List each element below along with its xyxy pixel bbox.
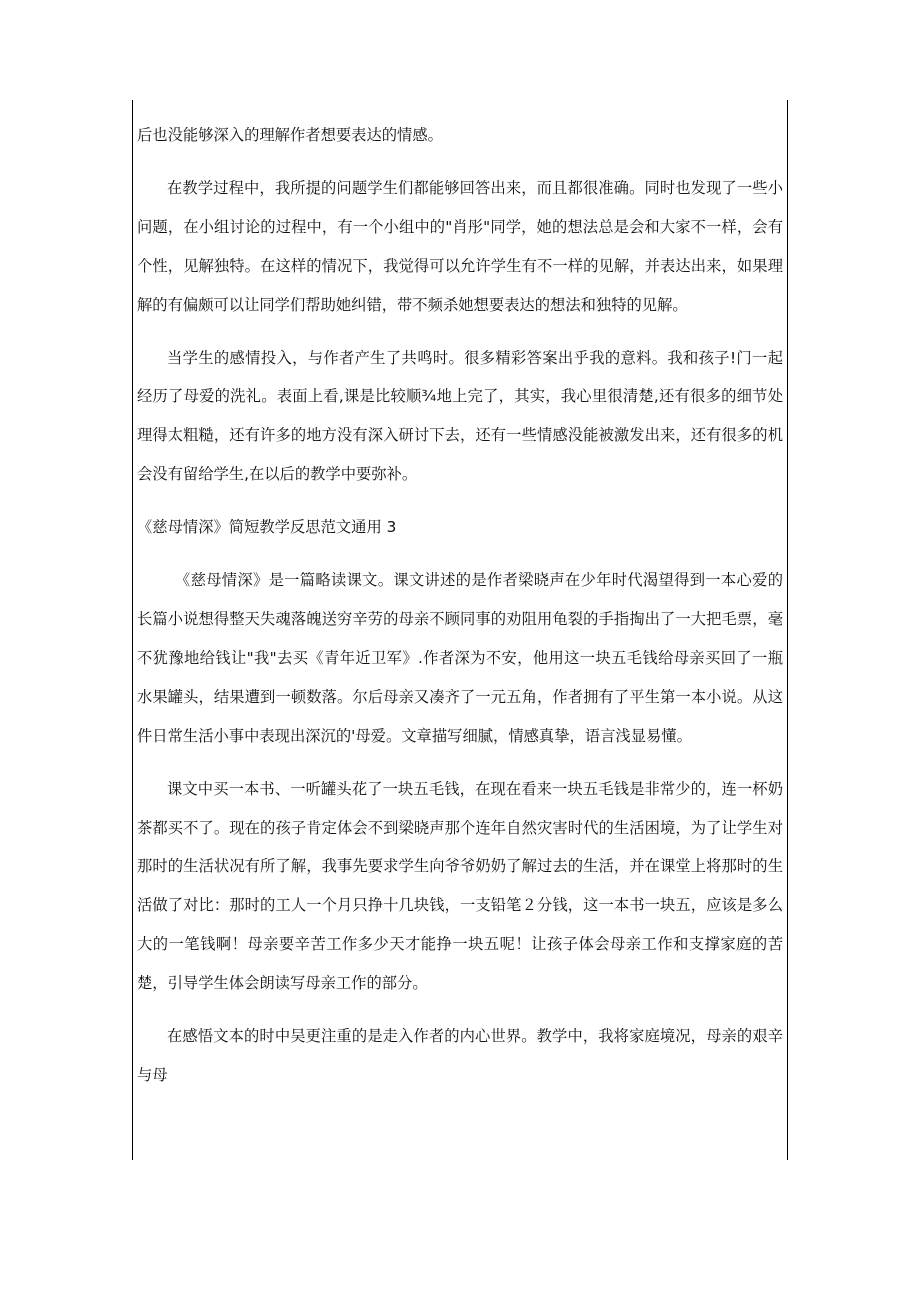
paragraph-price-comparison: 课文中买一本书、一听罐头花了一块五毛钱，在现在看来一块五毛钱是非常少的，连一杯奶茶都买不了。现在的孩子肯定体会不到梁晓声那个连年自然灾害时代的生活困境，为了让学生对那时的生活状况有所了解，我事先要求学生向爷爷奶奶了解过去的生活，并在课堂上将那时的生活做了对比：那时的工人一个月只挣十几块钱，一支铅笔２分钱，这一本书一块五，应该是多么大的一笔钱啊！母亲要辛苦工作多少天才能挣一块五呢！让孩子体会母亲工作和支撑家庭的苦楚，引导学生体会朗读写母亲工作的部分。 bbox=[137, 779, 783, 993]
paragraph-lesson-summary: 《慈母情深》是一篇略读课文。课文讲述的是作者梁晓声在少年时代渴望得到一本心爱的长篇小说想得整天失魂落魄送穷辛劳的母亲不顾同事的劝阻用龟裂的手指掏出了一大把毛票，毫不犹豫地给钱让"我"去买《青年近卫军》.作者深为不安，他用这一块五毛钱给母亲买回了一瓶水果罐头，结果遭到一顿数落。尔后母亲又凑齐了一元五角，作者拥有了平生第一本小说。从这件日常生活小事中表现出深沉的'母爱。文章描写细腻，情感真挚，语言浅显易懂。 bbox=[137, 571, 783, 745]
paragraph-continuation: 后也没能够深入的理解作者想要表达的情感。 bbox=[137, 126, 443, 144]
left-border-line bbox=[132, 100, 133, 1160]
document-body bbox=[137, 116, 783, 1109]
section-heading: 《慈母情深》简短教学反思范文通用 3 bbox=[137, 518, 397, 537]
paragraph-inner-world: 在感悟文本的时中吴更注重的是走入作者的内心世界。教学中，我将家庭境况，母亲的艰辛与母 bbox=[137, 1027, 783, 1084]
right-border-line bbox=[787, 100, 788, 1160]
paragraph-emotional-resonance: 当学生的感情投入，与作者产生了共鸣时。很多精彩答案出乎我的意料。我和孩子!门一起经历了母爱的洗礼。表面上看,课是比较顺¾地上完了，其实，我心里很清楚,还有很多的细节处理得太粗糙，还有许多的地方没有深入研讨下去，还有一些情感没能被激发出来，还有很多的机会没有留给学生,在以后的教学中要弥补。 bbox=[137, 348, 783, 484]
paragraph-teaching-process: 在教学过程中，我所提的问题学生们都能够回答出来，而且都很准确。同时也发现了一些小问题，在小组讨论的过程中，有一个小组中的"肖彤"同学，她的想法总是会和大家不一样，会有个性，见解独特。在这样的情况下，我觉得可以允许学生有不一样的见解，并表达出来，如果理解的有偏颇可以让同学们帮助她纠错，带不频杀她想要表达的想法和独特的见解。 bbox=[137, 178, 783, 314]
